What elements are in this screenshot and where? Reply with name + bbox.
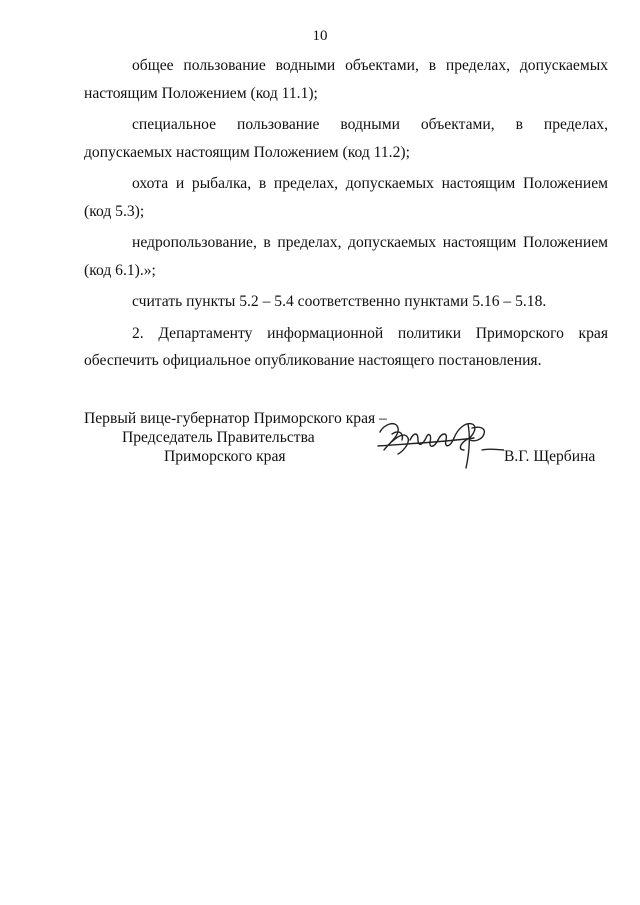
signature-block	[84, 410, 614, 480]
handwritten-signature	[374, 410, 504, 478]
paragraph-water-common-use: общее пользование водными объектами, в пределах, допускаемых настоящим Положением (код 11.1);	[84, 57, 608, 102]
signatory-title-line-2: Председатель Правительства	[122, 429, 315, 446]
signatory-name: В.Г. Щербина	[504, 448, 596, 465]
paragraph-renumbering: считать пункты 5.2 – 5.4 соответственно пунктами 5.16 – 5.18.	[132, 293, 547, 310]
paragraph-hunting-fishing: охота и рыбалка, в пределах, допускаемых настоящим Положением (код 5.3);	[84, 175, 608, 220]
signatory-title-line-1: Первый вице-губернатор Приморского края –	[84, 410, 387, 427]
paragraph-water-special-use: специальное пользование водными объектами, в пределах, допускаемых настоящим Положением (код 11.2);	[84, 116, 608, 161]
signatory-title-line-3: Приморского края	[164, 448, 286, 465]
page-number: 10	[312, 28, 328, 44]
paragraph-publication-order: 2. Департаменту информационной политики Приморского края обеспечить официальное опубликование настоящего постановления.	[84, 324, 608, 369]
document-body	[84, 52, 608, 375]
paragraph-subsoil-use: недропользование, в пределах, допускаемых настоящим Положением (код 6.1).»;	[84, 234, 608, 279]
